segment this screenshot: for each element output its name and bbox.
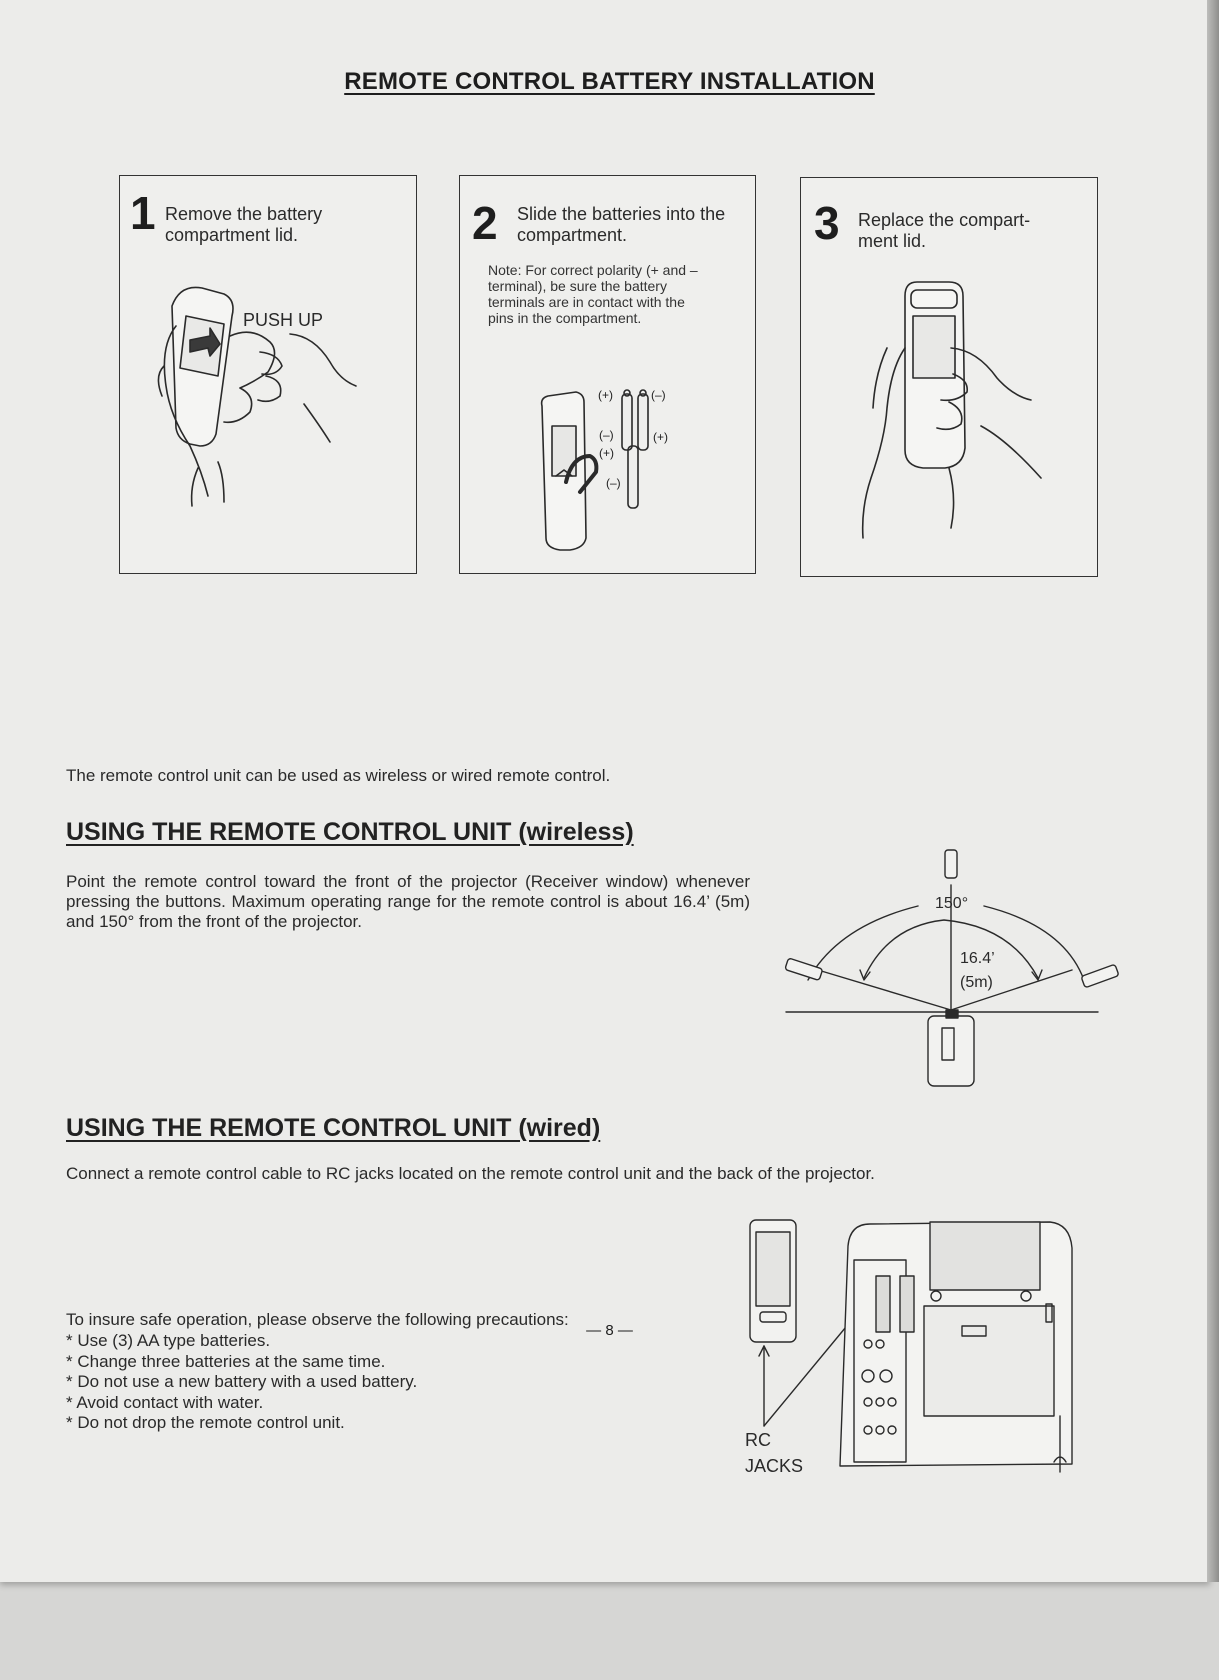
step-2-panel bbox=[459, 175, 756, 574]
step-1-text: Remove the battery compartment lid. bbox=[165, 204, 323, 245]
distance-label-feet: 16.4’ bbox=[960, 950, 995, 967]
precaution-item: * Change three batteries at the same time. bbox=[66, 1351, 386, 1371]
intro-text: The remote control unit can be used as wireless or wired remote control. bbox=[66, 766, 611, 785]
page-title: REMOTE CONTROL BATTERY INSTALLATION bbox=[344, 68, 875, 95]
polarity-top-minus: (–) bbox=[651, 388, 666, 402]
precaution-item: * Do not drop the remote control unit. bbox=[66, 1413, 345, 1432]
step-3-text: Replace the compart- ment lid. bbox=[858, 210, 1031, 251]
polarity-mid-plus: (+) bbox=[599, 446, 614, 460]
push-up-label: PUSH UP bbox=[243, 310, 324, 330]
remote-lid-illustration bbox=[801, 178, 1097, 576]
jacks-label: JACKS bbox=[745, 1456, 804, 1476]
polarity-right-plus: (+) bbox=[653, 430, 668, 444]
polarity-bottom-minus: (–) bbox=[606, 476, 621, 490]
step-2-text: Slide the batteries into the compartment. bbox=[517, 204, 726, 245]
step-1-number: 1 bbox=[130, 187, 156, 239]
angle-label: 150° bbox=[935, 895, 969, 912]
precautions-intro: To insure safe operation, please observe the following precautions: bbox=[66, 1310, 569, 1329]
precaution-item: * Avoid contact with water. bbox=[66, 1392, 264, 1412]
step-2-number: 2 bbox=[472, 197, 498, 249]
precaution-item: * Use (3) AA type batteries. bbox=[66, 1331, 271, 1350]
step-3-panel bbox=[800, 177, 1098, 577]
precaution-item: * Do not use a new battery with a used battery. bbox=[66, 1372, 418, 1391]
page-edge-shadow bbox=[1207, 0, 1219, 1582]
wired-body: Connect a remote control cable to RC jacks located on the remote control unit and the back of the projector. bbox=[66, 1164, 875, 1183]
rc-label: RC bbox=[745, 1430, 771, 1450]
page-number: — 8 — bbox=[586, 1322, 633, 1339]
polarity-note: Note: For correct polarity (+ and – terminal), be sure the battery terminals are in contact with the pins in the compartment. bbox=[488, 262, 698, 326]
polarity-top-plus: (+) bbox=[598, 388, 613, 402]
distance-label-meters: (5m) bbox=[960, 974, 993, 991]
wired-heading: USING THE REMOTE CONTROL UNIT (wired) bbox=[66, 1114, 601, 1142]
precautions-list bbox=[66, 1331, 417, 1434]
polarity-mid-minus: (–) bbox=[599, 428, 614, 442]
step-3-number: 3 bbox=[814, 197, 840, 249]
wireless-body: Point the remote control toward the front of the projector (Receiver window) whenever pressing the buttons. Maximum operating range for the remote control is about 16.4’ (5m) and 150° from the front of the projector. bbox=[66, 872, 750, 931]
wired-connection-diagram bbox=[740, 1216, 1120, 1496]
step-1-panel bbox=[119, 175, 417, 574]
remote-push-illustration bbox=[120, 176, 416, 573]
battery-insert-illustration bbox=[460, 176, 755, 573]
wireless-heading: USING THE REMOTE CONTROL UNIT (wireless) bbox=[66, 818, 634, 846]
wireless-range-diagram bbox=[778, 830, 1118, 1100]
